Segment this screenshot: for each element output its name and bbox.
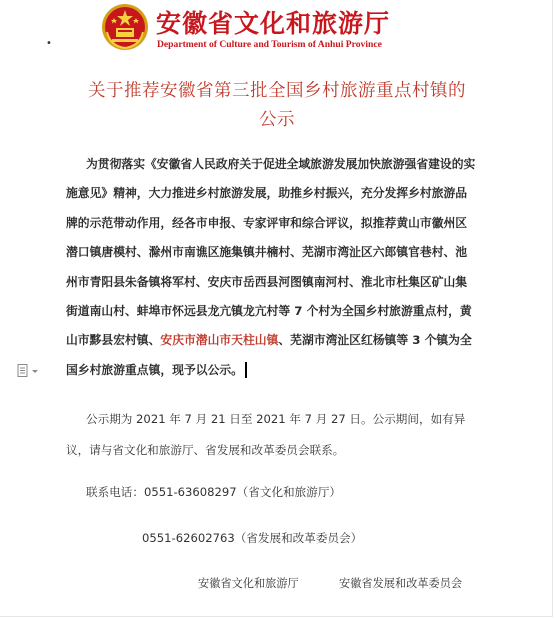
publicity-period bbox=[66, 404, 476, 466]
national-emblem-icon bbox=[100, 2, 150, 52]
page-header bbox=[100, 2, 420, 54]
highlighted-town[interactable]: 安庆市潜山市天柱山镇 bbox=[160, 333, 279, 348]
notice-body bbox=[66, 150, 476, 385]
body-text-part1: 为贯彻落实《安徽省人民政府关于促进全域旅游发展加快旅游强省建设的实施意见》精神，大力推进乡村旅游发展，助推乡村振兴，充分发挥乡村旅游品牌的示范带动作用，经各市申报、专家评审和综合评议，拟推荐黄山市徽州区潜口镇唐模村、滁州市南谯区施集镇井楠村、芜湖市湾沚区六郎镇官巷村、池州市青阳县朱备镇将军村、安庆市岳西县河图镇南河村、淮北市杜集区矿山集街道南山村、蚌埠市怀远县龙亢镇龙亢村等 7 个村为全国乡村旅游重点村，黄山市黟县宏村镇、 bbox=[66, 157, 476, 348]
contact-phone-2: 0551-62602763（省发展和改革委员会） bbox=[142, 531, 363, 545]
body-text-part2: 、芜湖市湾沚区红杨镇等 3 个镇为全国乡村旅游重点镇，现予以公示。 bbox=[66, 333, 472, 377]
signature-development-reform: 安徽省发展和改革委员会 bbox=[339, 577, 463, 590]
notice-title-line1: 关于推荐安徽省第三批全国乡村旅游重点村镇的 bbox=[88, 81, 466, 101]
notice-title-line2: 公示 bbox=[259, 110, 295, 130]
text-cursor bbox=[245, 362, 247, 378]
org-name-cn: 安徽省文化和旅游厅 bbox=[156, 9, 391, 38]
document-icon[interactable] bbox=[17, 364, 41, 378]
contact-phone-1: 联系电话：0551-63608297（省文化和旅游厅） bbox=[86, 485, 342, 499]
signature-culture-tourism: 安徽省文化和旅游厅 bbox=[198, 577, 299, 590]
org-name-en: Department of Culture and Tourism of Anhui Province bbox=[157, 39, 382, 50]
publicity-period-text: 公示期为 2021 年 7 月 21 日至 2021 年 7 月 27 日。公示期间，如有异议，请与省文化和旅游厅、省发展和改革委员会联系。 bbox=[66, 412, 466, 457]
bullet-mark: • bbox=[46, 38, 52, 49]
